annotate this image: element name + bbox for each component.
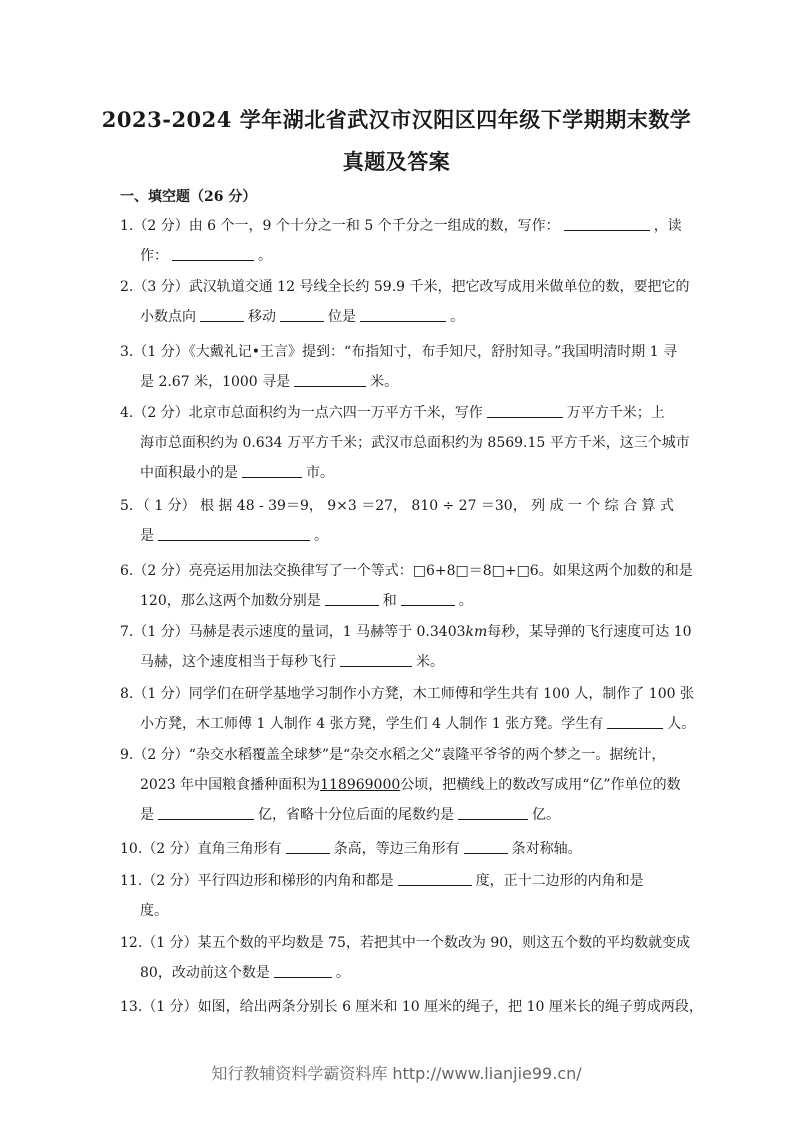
answer-blank — [325, 589, 379, 606]
answer-blank — [401, 589, 455, 606]
answer-blank — [158, 803, 254, 820]
answer-blank — [286, 837, 330, 854]
question-11: 11.（2 分）平行四边形和梯形的内角和都是 度，正十二边形的内角和是 度。 — [120, 866, 674, 926]
question-7: 7.（1 分）马赫是表示速度的量词，1 马赫等于 0.3403km每秒，某导弹的飞行速度可达 10 马赫，这个速度相当于每秒飞行 米。 — [120, 624, 692, 670]
answer-blank — [464, 837, 508, 854]
question-2: 2.（3 分）武汉轨道交通 12 号线全长约 59.9 千米，把它改写成用米做单位的数，要把它的 小数点向 移动 位是 。 — [120, 279, 690, 325]
question-4: 4.（2 分）北京市总面积约为一点六四一万平方千米，写作 万平方千米；上 海市总面积约为 0.634 万平方千米；武汉市总面积约为 8569.15 平方千米，这三个城市 中面积最小的是 市。 — [120, 398, 674, 488]
answer-blank — [242, 461, 302, 478]
question-12: 12.（1 分）某五个数的平均数是 75，若把其中一个数改为 90，则这五个数的平均数就变成 80，改动前这个数是 。 — [120, 935, 691, 981]
answer-blank — [607, 712, 663, 729]
answer-blank — [340, 650, 412, 667]
question-3: 3.（1 分）《大戴礼记•王言》提到：“布指知寸，布手知尺，舒肘知寻。”我国明清时期 1 寻 是 2.67 米，1000 寻是 米。 — [120, 344, 678, 390]
question-5: 5．（ 1 分） 根 据 48 - 39＝9， 9×3 ＝27， 810 ÷ 27 ＝30， 列 成 一 个 综 合 算 式 是 。 — [120, 491, 674, 551]
document-title-line-2: 真题及答案 — [342, 149, 451, 174]
answer-blank — [564, 214, 650, 231]
answer-blank — [158, 524, 310, 541]
answer-blank — [172, 244, 254, 261]
question-5-justified-line: 5．（ 1 分） 根 据 48 - 39＝9， 9×3 ＝27， 810 ÷ 27 ＝30， 列 成 一 个 综 合 算 式 — [120, 498, 674, 514]
document-title-line-1: 2023-2024 学年湖北省武汉市汉阳区四年级下学期期末数学 — [101, 107, 692, 132]
section-heading-fill-in: 一、填空题（26 分） — [120, 189, 257, 205]
answer-blank — [360, 305, 446, 322]
question-1: 1.（2 分）由 6 个一，9 个十分之一和 5 个千分之一组成的数，写作： ，读 作： 。 — [120, 211, 674, 271]
question-10: 10.（2 分）直角三角形有 条高，等边三角形有 条对称轴。 — [120, 834, 674, 864]
answer-blank — [200, 305, 244, 322]
answer-blank — [294, 370, 366, 387]
answer-blank — [280, 305, 324, 322]
question-13: 13.（1 分）如图，给出两条分别长 6 厘米和 10 厘米的绳子，把 10 厘米长的绳子剪成两段， — [120, 999, 703, 1015]
underlined-number: 118969000 — [320, 777, 401, 793]
answer-blank — [487, 401, 563, 418]
answer-blank — [398, 869, 472, 886]
question-6: 6.（2 分）亮亮运用加法交换律写了一个等式：□6+8□＝8□+□6。如果这两个加数的和是 120，那么这两个加数分别是 和 。 — [120, 563, 693, 609]
footer-watermark: 知行教辅资料学霸资料库 http://www.lianjie99.cn/ — [211, 1064, 582, 1083]
answer-blank — [274, 961, 332, 978]
question-9: 9.（2 分）“杂交水稻覆盖全球梦”是“杂交水稻之父”袁隆平爷爷的两个梦之一。据统计， 2023 年中国粮食播种面积为118969000公顷，把横线上的数改写成用“亿”作单位的数 是 亿，省略十分位后面的尾数约是 亿。 — [120, 747, 681, 823]
answer-blank — [458, 803, 528, 820]
question-8: 8.（1 分）同学们在研学基地学习制作小方凳，木工师傅和学生共有 100 人，制作了 100 张 小方凳，木工师傅 1 人制作 4 张方凳，学生们 4 人制作 1 张方凳。学生有 人。 — [120, 686, 696, 732]
